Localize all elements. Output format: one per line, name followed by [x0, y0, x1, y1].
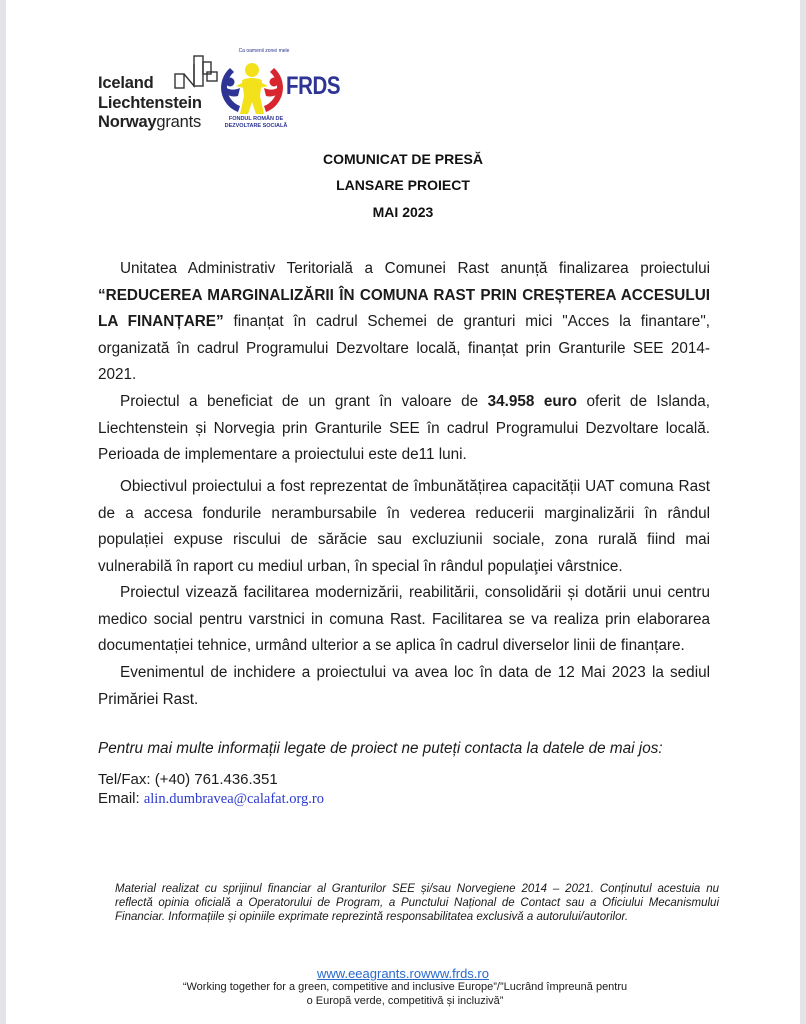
frds-subtitle-line1: FONDUL ROMÂN DE	[228, 116, 284, 122]
announcement-rest: finanțat în cadrul Schemei de granturi mici "Acces la finantare", organizată în cadrul Programului Dezvoltare locală, finanțat prin Granturile SEE 2014-2021.	[98, 313, 710, 383]
eea-line-liechtenstein: Liechtenstein	[98, 93, 202, 112]
frds-arc-text: Ca oamenii zonei mele	[238, 48, 290, 54]
project-title: “REDUCEREA MARGINALIZĂRII ÎN COMUNA RAST PRIN CREȘTEREA ACCESULUI LA FINANȚARE”	[98, 286, 710, 330]
frds-people-icon	[216, 56, 288, 116]
footer-website-links[interactable]: www.eeagrants.rowww.frds.ro	[317, 966, 489, 981]
closing-event-text: Evenimentul de inchidere a proiectului va avea loc în data de 12 Mai 2023 la sediul Primăriei Rast.	[98, 664, 710, 708]
eea-line-norway: Norway	[98, 113, 157, 131]
document-subtitle: LANSARE PROIECT	[336, 177, 470, 193]
document-title: COMUNICAT DE PRESĂ	[323, 151, 483, 167]
frds-logo	[216, 48, 356, 134]
scope-text: Proiectul vizează facilitarea modernizării, reabilitării, consolidării și dotării unui centru medico social pentru varstnici in comuna Rast. Facilitarea se va realiza prin elaborarea documentației tehnice, urmând ulterior a se aplica în cadrul diverselor linii de finanțare.	[98, 584, 710, 654]
email-label: Email:	[98, 790, 144, 807]
phone-label: Tel/Fax:	[98, 771, 155, 788]
footer-motto: “Working together for a green, competitive and inclusive Europe”/”Lucrând împreună pentru o Europă verde, competitivă și incluzivă”	[182, 981, 628, 1007]
funding-disclaimer: Material realizat cu sprijinul financiar al Granturilor SEE și/sau Norvegiene 2014 – 2021. Conținutul acestuia nu reflectă opinia oficială a Operatorului de Program, a Punctului Național de Contact sau a Oficiului Mecanismului Financiar. Informațiile și opiniile exprimate reprezintă responsabilitatea exclusivă a autorului/autorilor.	[115, 883, 719, 923]
email-link[interactable]: alin.dumbravea@calafat.org.ro	[143, 791, 325, 807]
contact-email	[98, 790, 738, 808]
contact-phone	[98, 771, 738, 788]
grant-rest: oferit de Islanda, Liechtenstein și Norvegia prin Granturile SEE în cadrul Programului Dezvoltare locală. Perioada de implementare a proiectului este de11 luni.	[98, 393, 710, 463]
eea-line-iceland: Iceland	[98, 74, 154, 92]
paragraph-objective	[98, 474, 710, 580]
paragraph-scope	[98, 580, 710, 660]
contact-lead: Pentru mai multe informații legate de proiect ne puteți contacta la datele de mai jos:	[98, 740, 663, 757]
frds-subtitle-line2: DEZVOLTARE SOCIALĂ	[224, 122, 288, 129]
grant-amount: 34.958 euro	[487, 393, 577, 410]
eea-grants-logo	[98, 52, 223, 134]
grant-lead: Proiectul a beneficiat de un grant în valoare de	[120, 393, 488, 410]
eea-line-grants: grants	[156, 113, 202, 131]
paragraph-closing-event	[98, 660, 710, 713]
document-date: MAI 2023	[372, 204, 434, 220]
paragraph-announcement	[98, 256, 710, 389]
frds-wordmark: FRDS	[286, 72, 341, 100]
paragraph-grant	[98, 389, 710, 469]
announcement-lead: Unitatea Administrativ Teritorială a Comunei Rast anunță finalizarea proiectului	[120, 260, 710, 277]
objective-text: Obiectivul proiectului a fost reprezentat de îmbunătățirea capacității UAT comuna Rast de a accesa fondurile nerambursabile în vederea reducerii marginalizării în rândul populației expuse riscului de sărăcie sau excluziunii sociale, zona rurală fiind mai vulnerabilă în raport cu mediul urban, în special în rândul populaţiei vârstnice.	[98, 478, 710, 575]
phone-value: (+40) 761.436.351	[154, 771, 278, 788]
frds-subtitle	[221, 116, 291, 129]
